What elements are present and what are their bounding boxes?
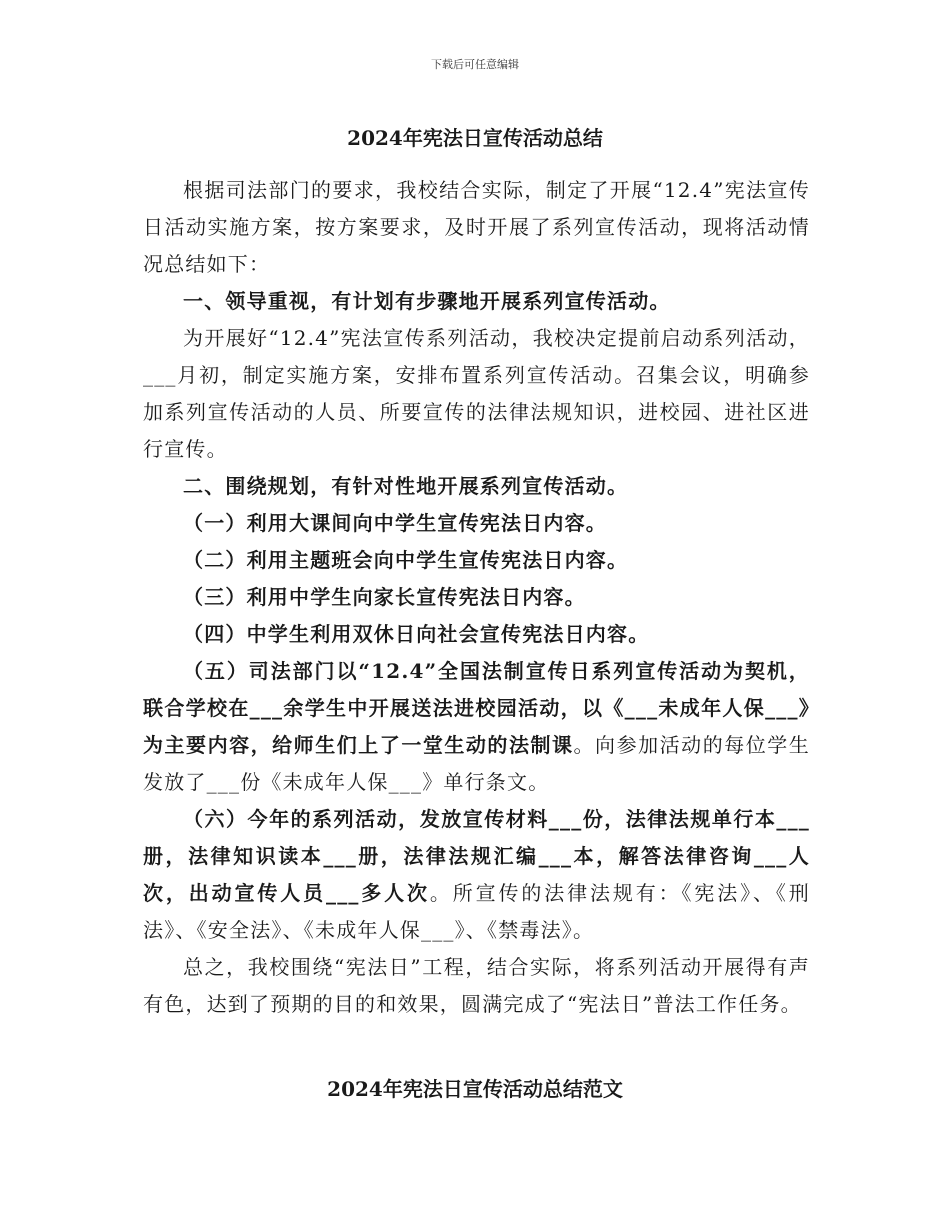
list-item-5-bold: （五）司法部门以“12.4”全国法制宣传日系列宣传活动为契机，联合学校在___余学生中开展送法进校园活动，以《___未成年人保___》为主要内容，给师生们上了一堂生动的法制课 <box>143 659 810 757</box>
next-document-title: 2024年宪法日宣传活动总结范文 <box>327 1077 623 1101</box>
section-2-heading: 二、围绕规划，有针对性地开展系列宣传活动。 <box>183 474 629 498</box>
list-item-6-bold: （六）今年的系列活动，发放宣传材料___份，法律法规单行本___册，法律知识读本___册，法律法规汇编___本，解答法律咨询___人次，出动宣传人员___多人次 <box>143 807 810 905</box>
section-1-heading: 一、领导重视，有计划有步骤地开展系列宣传活动。 <box>183 289 671 313</box>
page-header-note: 下载后可任意编辑 <box>431 58 519 71</box>
document-title: 2024年宪法日宣传活动总结 <box>347 126 603 150</box>
list-item-1: （一）利用大课间向中学生宣传宪法日内容。 <box>183 511 607 535</box>
list-item-5-rest: 。向参加活动的每位学生发放了___份《未成年人保___》单行条文。 <box>143 733 810 794</box>
list-item-5 <box>143 653 810 801</box>
list-item-4: （四）中学生利用双休日向社会宣传宪法日内容。 <box>183 622 650 646</box>
list-item-6 <box>143 801 810 949</box>
list-item-3: （三）利用中学生向家长宣传宪法日内容。 <box>183 585 586 609</box>
intro-paragraph: 根据司法部门的要求，我校结合实际，制定了开展“12.4”宪法宣传日活动实施方案，按方案要求，及时开展了系列宣传活动，现将活动情况总结如下： <box>143 178 810 276</box>
list-item-6-rest: 。所宣传的法律法规有：《宪法》、《刑法》、《安全法》、《未成年人保___》、《禁毒法》。 <box>143 881 810 942</box>
conclusion-paragraph: 总之，我校围绕“宪法日”工程，结合实际，将系列活动开展得有声有色，达到了预期的目的和效果，圆满完成了“宪法日”普法工作任务。 <box>143 955 810 1016</box>
section-1-body: 为开展好“12.4”宪法宣传系列活动，我校决定提前启动系列活动，___月初，制定实施方案，安排布置系列宣传活动。召集会议，明确参加系列宣传活动的人员、所要宣传的法律法规知识，进校园、进社区进行宣传。 <box>143 326 810 461</box>
document-body <box>143 172 810 1023</box>
list-item-2: （二）利用主题班会向中学生宣传宪法日内容。 <box>183 548 629 572</box>
